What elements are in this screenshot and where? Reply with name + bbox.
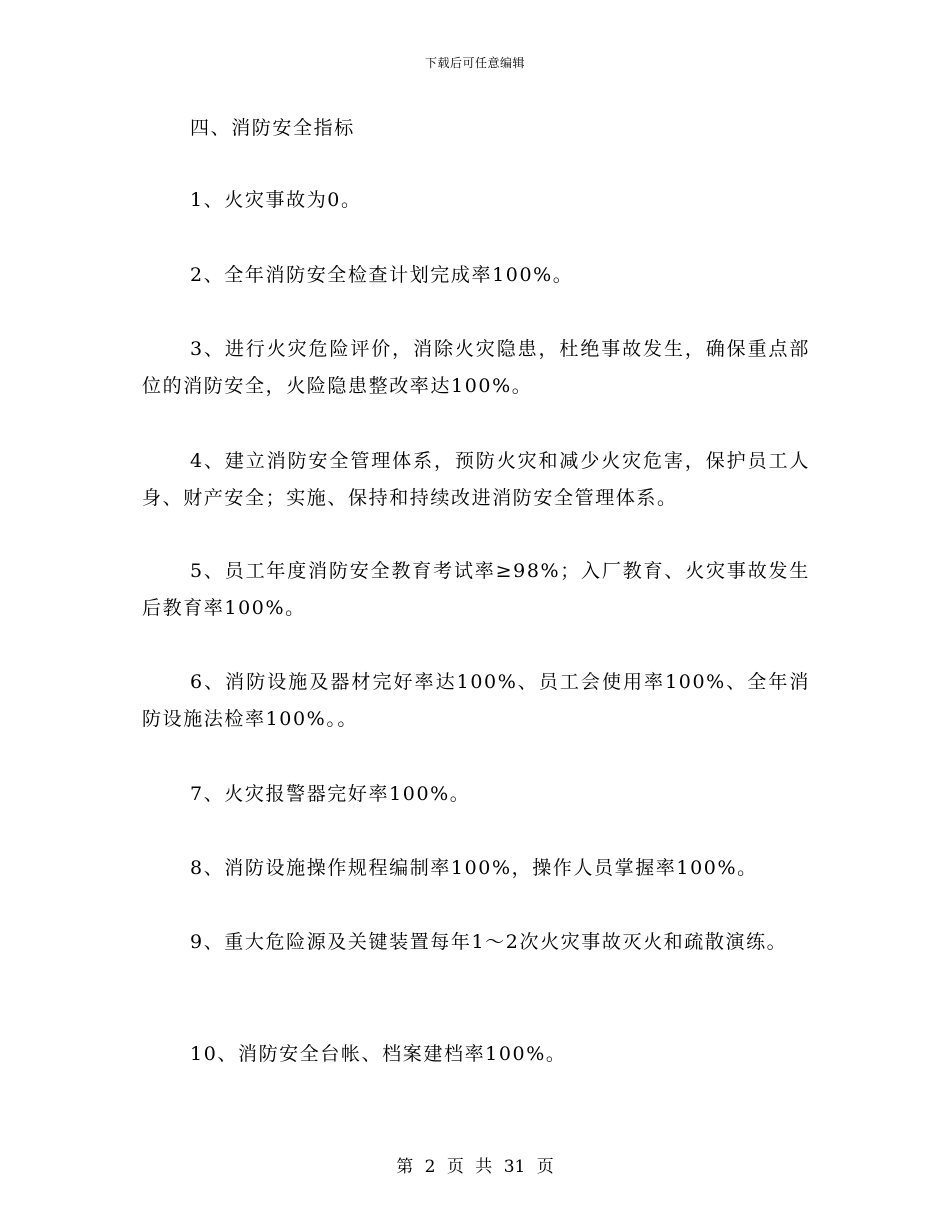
page-header-note: 下载后可任意编辑 bbox=[424, 56, 525, 70]
page-number-footer: 第 2 页 共 31 页 bbox=[396, 1157, 554, 1177]
list-item: 4、建立消防安全管理体系，预防火灾和减少火灾危害，保护员工人身、财产安全；实施、保持和持续改进消防安全管理体系。 bbox=[142, 450, 810, 509]
list-item: 8、消防设施操作规程编制率100%，操作人员掌握率100%。 bbox=[190, 857, 758, 879]
list-item: 9、重大危险源及关键装置每年1～2次火灾事故灭火和疏散演练。 bbox=[190, 931, 788, 953]
list-item: 1、火灾事故为0。 bbox=[190, 189, 362, 211]
section-title: 四、消防安全指标 bbox=[190, 117, 355, 139]
list-item: 7、火灾报警器完好率100%。 bbox=[190, 783, 471, 805]
list-item: 2、全年消防安全检查计划完成率100%。 bbox=[190, 264, 574, 286]
list-item: 5、员工年度消防安全教育考试率≥98%；入厂教育、火灾事故发生后教育率100%。 bbox=[142, 560, 810, 619]
list-item: 3、进行火灾危险评价，消除火灾隐患，杜绝事故发生，确保重点部位的消防安全，火险隐患整改率达100%。 bbox=[142, 338, 810, 397]
list-item: 10、消防安全台帐、档案建档率100%。 bbox=[190, 1043, 567, 1065]
list-item: 6、消防设施及器材完好率达100%、员工会使用率100%、全年消防设施法检率100%。。 bbox=[142, 671, 810, 730]
